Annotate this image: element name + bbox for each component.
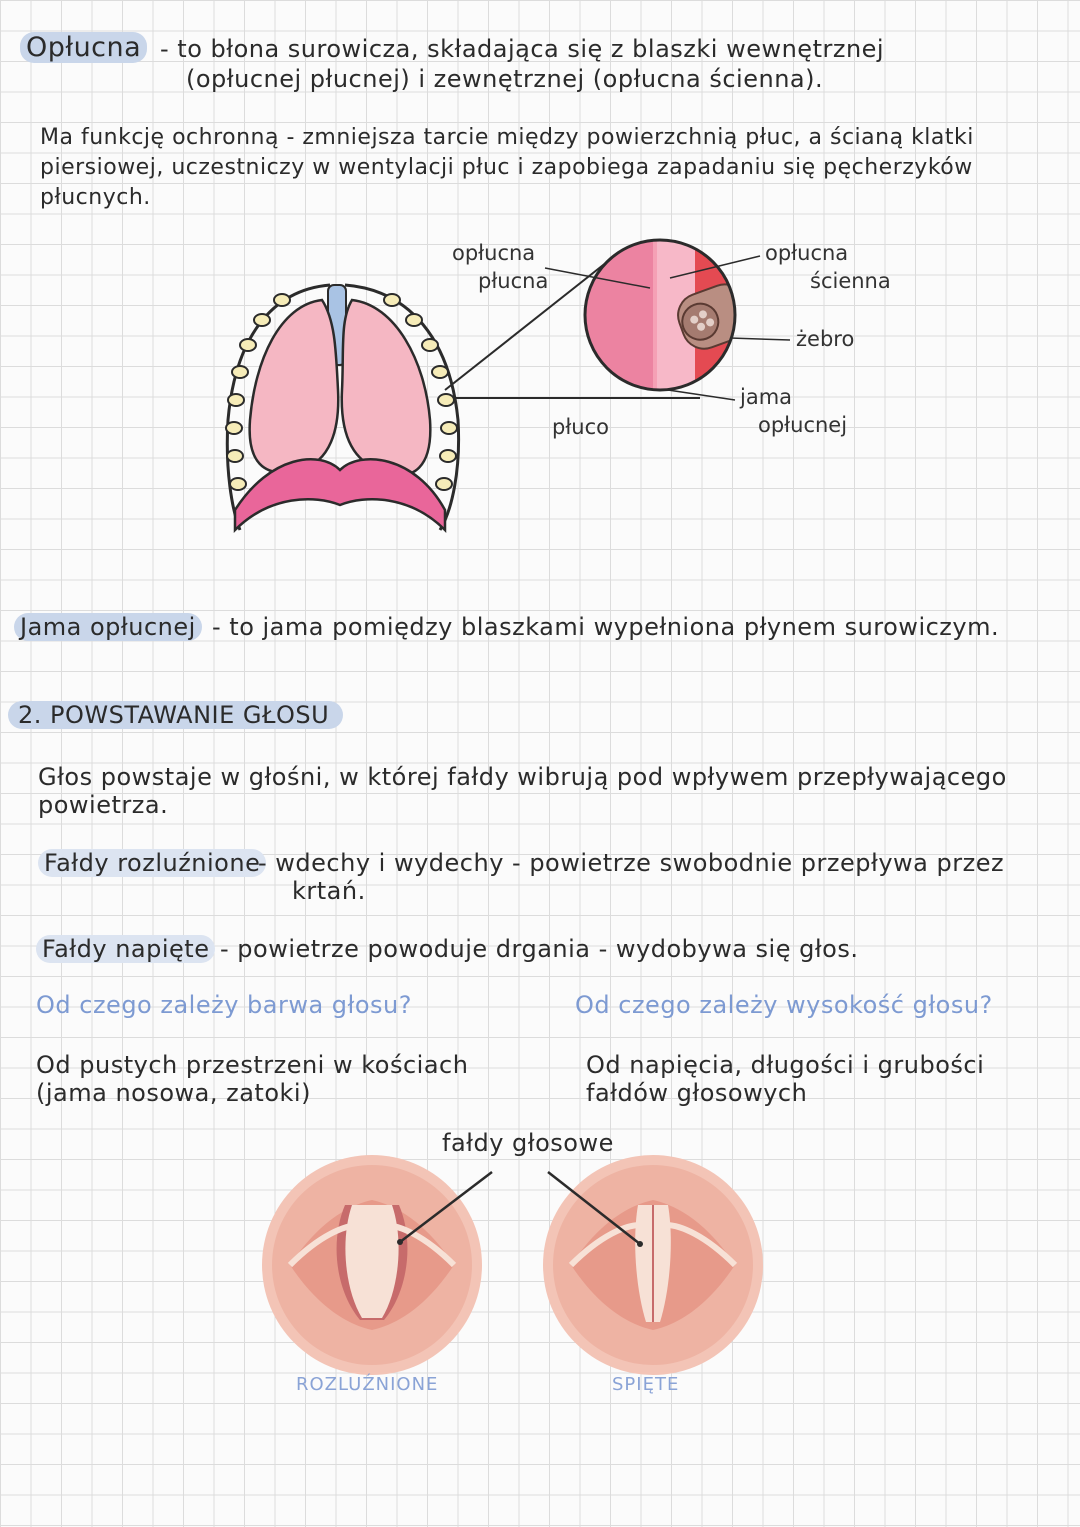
vocal-folds-relaxed — [262, 1155, 482, 1375]
vocal-folds-tense — [543, 1155, 763, 1375]
question-pitch: Od czego zależy wysokość głosu? — [575, 991, 993, 1019]
label-pleura-pulmonary-1: opłucna — [452, 241, 536, 265]
answer-pitch-line2: fałdów głosowych — [586, 1079, 808, 1107]
answer-timbre-line2: (jama nosowa, zatoki) — [36, 1079, 311, 1107]
pleura-definition-line2: (opłucnej płucnej) i zewnętrznej (opłucna ścienna). — [186, 65, 824, 93]
function-line1: Ma funkcję ochronną - zmniejsza tarcie między powierzchnią płuc, a ścianą klatki — [40, 125, 974, 150]
vocal-folds-title: fałdy głosowe — [442, 1129, 614, 1157]
label-rib: żebro — [796, 327, 855, 351]
label-cavity-2: opłucnej — [758, 413, 848, 437]
relaxed-line2: krtań. — [292, 877, 366, 905]
answer-timbre-line1: Od pustych przestrzeni w kościach — [36, 1051, 469, 1079]
cavity-definition: - to jama pomiędzy blaszkami wypełniona płynem surowiczym. — [212, 613, 1000, 641]
tense-text: - powietrze powoduje drgania - wydobywa się głos. — [220, 935, 859, 963]
answer-pitch-line1: Od napięcia, długości i grubości — [586, 1051, 985, 1079]
label-pleura-parietal-1: opłucna — [765, 241, 849, 265]
pleura-term: Opłucna — [20, 32, 147, 63]
voice-intro-line2: powietrza. — [38, 791, 169, 819]
label-lung: płuco — [552, 415, 610, 439]
relaxed-term: Fałdy rozluźnione — [38, 848, 266, 879]
relaxed-line1: - wdechy i wydechy - powietrze swobodnie przepływa przez — [258, 849, 1005, 877]
vocal-folds-diagram — [0, 1150, 1080, 1400]
voice-intro-line1: Głos powstaje w głośni, w której fałdy wibrują pod wpływem przepływającego — [38, 763, 1007, 791]
caption-tense: SPIĘTE — [612, 1374, 680, 1395]
tense-term: Fałdy napięte — [36, 934, 215, 965]
function-line3: płucnych. — [40, 185, 151, 210]
label-pleura-pulmonary-2: płucna — [478, 269, 549, 293]
function-line2: piersiowej, uczestniczy w wentylacji płuc i zapobiega zapadaniu się pęcherzyków — [40, 155, 973, 180]
caption-relaxed: ROZLUŹNIONE — [296, 1374, 439, 1395]
label-cavity-1: jama — [740, 385, 793, 409]
label-pleura-parietal-2: ścienna — [810, 269, 891, 293]
cavity-term: Jama opłucnej — [14, 612, 202, 643]
section2-heading: 2. POWSTAWANIE GŁOSU — [8, 700, 343, 731]
question-timbre: Od czego zależy barwa głosu? — [36, 991, 412, 1019]
pleura-definition-line1: - to błona surowicza, składająca się z blaszki wewnętrznej — [160, 35, 885, 63]
